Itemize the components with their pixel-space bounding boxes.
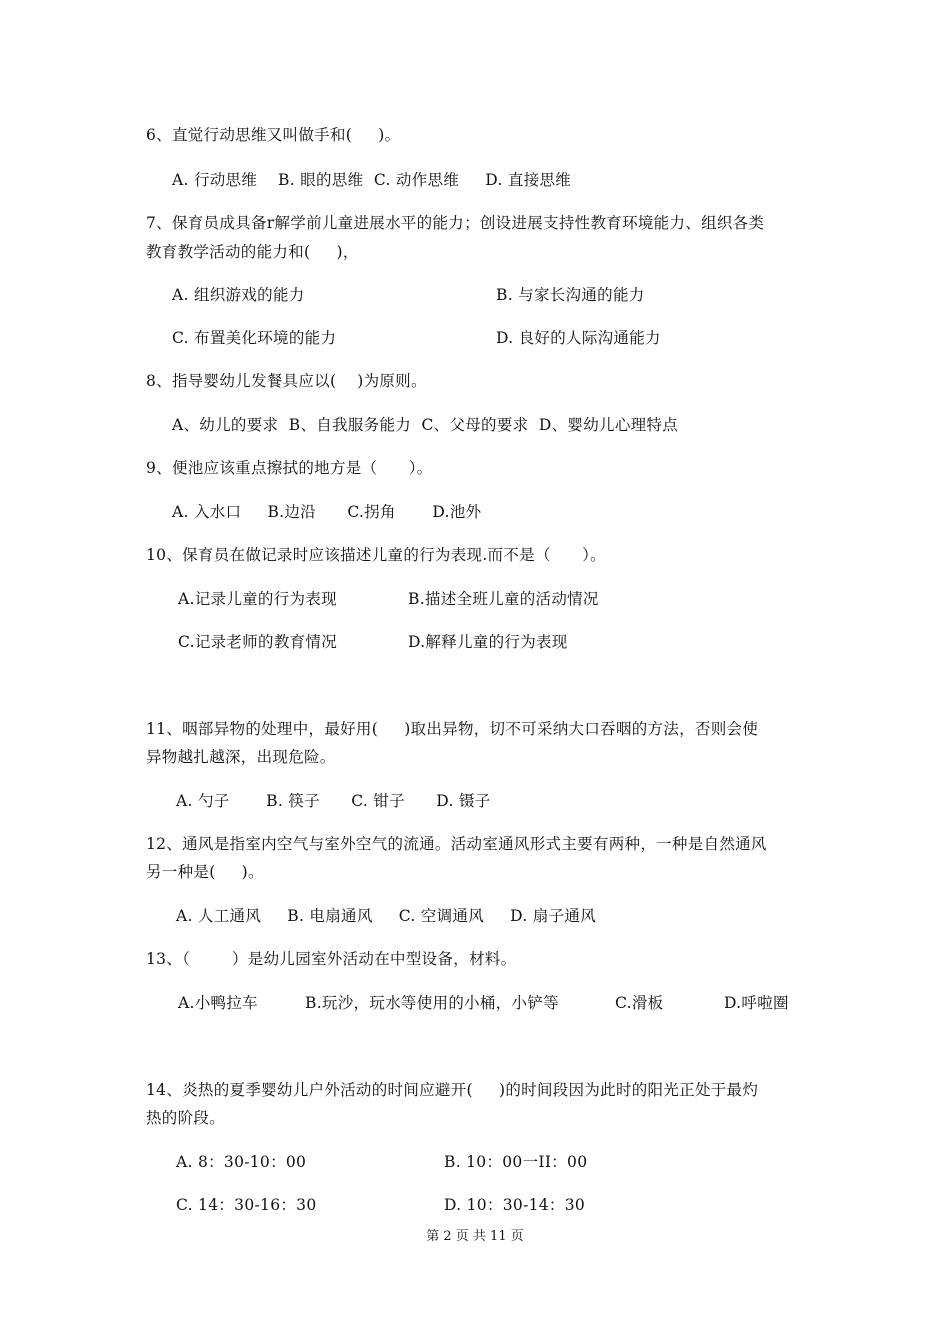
q7-option-a: A. 组织游戏的能力: [172, 286, 305, 304]
q7-stem-line1: 7、保育员成具备r解学前儿童进展水平的能力；创设进展支持性教育环境能力、组织各类: [146, 214, 765, 232]
q9-options: A. 入水口 B.边沿 C.拐角 D.池外: [172, 503, 482, 521]
q14-option-b: B. 10：00一II：00: [444, 1153, 588, 1171]
q11-stem-line2: 异物越扎越深，出现危险。: [146, 748, 336, 766]
q10-stem: 10、保育员在做记录时应该描述儿童的行为表现.而不是（ ）。: [146, 546, 606, 564]
q11-stem-line1: 11、咽部异物的处理中，最好用( )取出异物，切不可采纳大口吞咽的方法，否则会使: [146, 720, 759, 738]
q13-option-a: A.小鸭拉车: [178, 994, 258, 1012]
q7-option-c: C. 布置美化环境的能力: [172, 329, 337, 347]
q14-option-a: A. 8：30-10：00: [176, 1153, 307, 1171]
q12-options: A. 人工通风 B. 电扇通风 C. 空调通风 D. 扇子通风: [176, 907, 596, 925]
q8-stem: 8、指导婴幼儿发餐具应以( )为原则。: [146, 372, 427, 390]
q10-option-a: A.记录儿童的行为表现: [178, 590, 337, 608]
q14-stem-line2: 热的阶段。: [146, 1109, 226, 1127]
q7-option-b: B. 与家长沟通的能力: [496, 286, 645, 304]
q8-options: A、幼儿的要求 B、自我服务能力 C、父母的要求 D、婴幼儿心理特点: [172, 416, 679, 434]
q13-option-b: B.玩沙，玩水等使用的小桶，小铲等: [305, 994, 559, 1012]
q14-stem-line1: 14、炎热的夏季婴幼儿户外活动的时间应避开( )的时间段因为此时的阳光正处于最灼: [146, 1081, 759, 1099]
q9-stem: 9、便池应该重点擦拭的地方是（ ）。: [146, 459, 433, 477]
q13-stem: 13、（ ）是幼儿园室外活动在中型设备，材料。: [146, 950, 517, 968]
q14-option-c: C. 14：30-16：30: [176, 1196, 317, 1214]
q12-stem-line2: 另一种是( )。: [146, 863, 264, 881]
q6-options: A. 行动思维 B. 眼的思维 C. 动作思维 D. 直接思维: [172, 171, 572, 189]
q11-options: A. 勺子 B. 筷子 C. 钳子 D. 镊子: [176, 792, 491, 810]
q7-option-d: D. 良好的人际沟通能力: [496, 329, 661, 347]
page-number-footer: 第 2 页 共 11 页: [426, 1229, 524, 1244]
q13-option-c: C.滑板: [615, 994, 664, 1012]
q10-option-d: D.解释儿童的行为表现: [408, 633, 568, 651]
q10-option-c: C.记录老师的教育情况: [178, 633, 338, 651]
q10-option-b: B.描述全班儿童的活动情况: [408, 590, 599, 608]
q12-stem-line1: 12、通风是指室内空气与室外空气的流通。活动室通风形式主要有两种，一种是自然通风: [146, 835, 767, 853]
q14-option-d: D. 10：30-14：30: [444, 1196, 586, 1214]
q6-stem: 6、直觉行动思维又叫做手和( )。: [146, 126, 401, 144]
q7-stem-line2: 教育教学活动的能力和( )，: [146, 243, 359, 261]
q13-option-d: D.呼啦圈: [724, 994, 789, 1012]
